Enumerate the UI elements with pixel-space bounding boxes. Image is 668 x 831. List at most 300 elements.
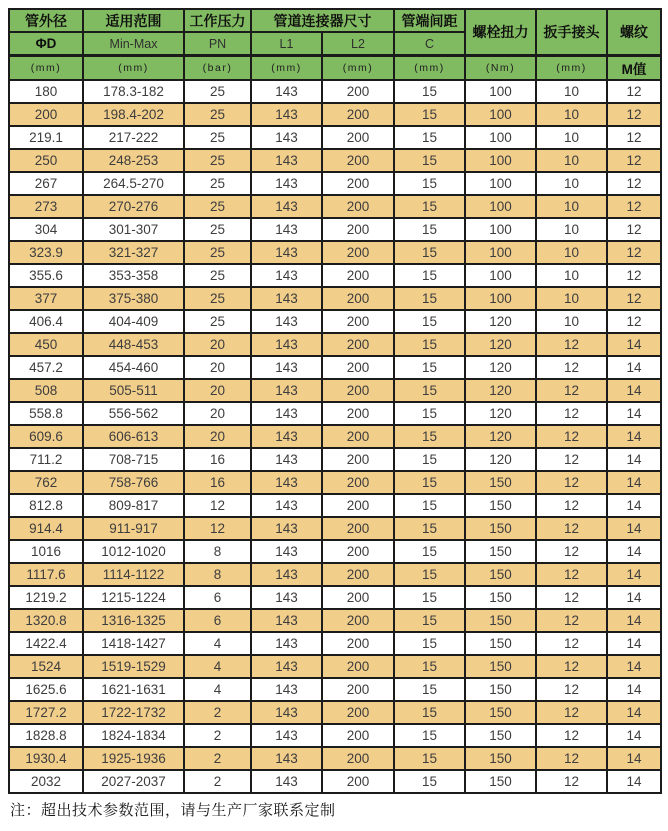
cell: 12: [184, 494, 251, 517]
col-header-connector-size: 管道连接器尺寸: [251, 9, 394, 32]
cell: 200: [322, 494, 394, 517]
table-row: [9, 609, 661, 632]
cell: 454-460: [83, 356, 184, 379]
cell: 200: [322, 149, 394, 172]
cell: 2: [184, 770, 251, 793]
cell: 12: [536, 678, 607, 701]
cell: 14: [607, 655, 661, 678]
cell: 14: [607, 747, 661, 770]
cell: 10: [536, 103, 607, 126]
table-row: [9, 195, 661, 218]
cell: 150: [465, 747, 536, 770]
table-row: [9, 333, 661, 356]
cell: 15: [394, 517, 465, 540]
cell: 1012-1020: [83, 540, 184, 563]
cell: 377: [9, 287, 83, 310]
col-header-pipe-end-gap: 管端间距: [394, 9, 465, 32]
cell: 14: [607, 586, 661, 609]
cell: 15: [394, 632, 465, 655]
cell: 2: [184, 701, 251, 724]
cell: 15: [394, 264, 465, 287]
cell: 14: [607, 770, 661, 793]
table-row: [9, 126, 661, 149]
header-row-titles: [9, 9, 661, 32]
table-header: [9, 9, 661, 80]
cell: 375-380: [83, 287, 184, 310]
cell: 15: [394, 149, 465, 172]
cell: 15: [394, 195, 465, 218]
cell: 914.4: [9, 517, 83, 540]
cell: 15: [394, 218, 465, 241]
cell: 15: [394, 494, 465, 517]
cell: 15: [394, 287, 465, 310]
subheader-min-max: Min-Max: [83, 32, 184, 56]
cell: 25: [184, 264, 251, 287]
cell: 12: [536, 770, 607, 793]
cell: 120: [465, 310, 536, 333]
col-header-bolt-torque: 螺栓扭力: [465, 9, 536, 56]
table-row: [9, 287, 661, 310]
cell: 25: [184, 80, 251, 103]
cell: 143: [251, 747, 322, 770]
cell: 1422.4: [9, 632, 83, 655]
cell: 143: [251, 126, 322, 149]
cell: 143: [251, 356, 322, 379]
table-row: [9, 448, 661, 471]
cell: 4: [184, 678, 251, 701]
cell: 609.6: [9, 425, 83, 448]
cell: 25: [184, 195, 251, 218]
cell: 10: [536, 287, 607, 310]
cell: 15: [394, 80, 465, 103]
cell: 404-409: [83, 310, 184, 333]
cell: 143: [251, 471, 322, 494]
table-row: [9, 264, 661, 287]
cell: 15: [394, 701, 465, 724]
cell: 100: [465, 149, 536, 172]
cell: 14: [607, 632, 661, 655]
cell: 2027-2037: [83, 770, 184, 793]
cell: 6: [184, 609, 251, 632]
cell: 143: [251, 287, 322, 310]
cell: 558.8: [9, 402, 83, 425]
cell: 15: [394, 471, 465, 494]
table-row: [9, 747, 661, 770]
cell: 100: [465, 241, 536, 264]
cell: 10: [536, 80, 607, 103]
cell: 143: [251, 379, 322, 402]
table-row: [9, 356, 661, 379]
cell: 264.5-270: [83, 172, 184, 195]
table-row: [9, 540, 661, 563]
cell: 20: [184, 425, 251, 448]
table-row: [9, 80, 661, 103]
unit-range-mm: (mm): [83, 56, 184, 81]
cell: 15: [394, 724, 465, 747]
table-row: [9, 655, 661, 678]
cell: 200: [322, 517, 394, 540]
table-row: [9, 678, 661, 701]
cell: 1219.2: [9, 586, 83, 609]
subheader-l1: L1: [251, 32, 322, 56]
cell: 15: [394, 126, 465, 149]
cell: 150: [465, 517, 536, 540]
cell: 200: [322, 218, 394, 241]
cell: 100: [465, 287, 536, 310]
cell: 10: [536, 195, 607, 218]
cell: 911-917: [83, 517, 184, 540]
cell: 150: [465, 701, 536, 724]
table-row: [9, 402, 661, 425]
cell: 200: [322, 747, 394, 770]
cell: 406.4: [9, 310, 83, 333]
cell: 14: [607, 379, 661, 402]
cell: 12: [607, 310, 661, 333]
cell: 14: [607, 494, 661, 517]
subheader-pn: PN: [184, 32, 251, 56]
cell: 219.1: [9, 126, 83, 149]
cell: 12: [536, 471, 607, 494]
cell: 200: [322, 264, 394, 287]
cell: 217-222: [83, 126, 184, 149]
cell: 12: [607, 195, 661, 218]
cell: 15: [394, 103, 465, 126]
cell: 2: [184, 724, 251, 747]
cell: 812.8: [9, 494, 83, 517]
cell: 198.4-202: [83, 103, 184, 126]
cell: 20: [184, 379, 251, 402]
cell: 150: [465, 632, 536, 655]
cell: 200: [322, 402, 394, 425]
cell: 143: [251, 218, 322, 241]
cell: 200: [322, 632, 394, 655]
cell: 200: [322, 540, 394, 563]
cell: 15: [394, 586, 465, 609]
cell: 200: [322, 563, 394, 586]
cell: 200: [322, 770, 394, 793]
table-row: [9, 103, 661, 126]
cell: 200: [322, 425, 394, 448]
cell: 15: [394, 540, 465, 563]
cell: 180: [9, 80, 83, 103]
cell: 758-766: [83, 471, 184, 494]
table-row: [9, 494, 661, 517]
cell: 16: [184, 448, 251, 471]
cell: 248-253: [83, 149, 184, 172]
cell: 200: [322, 333, 394, 356]
cell: 143: [251, 310, 322, 333]
table-row: [9, 149, 661, 172]
table-row: [9, 425, 661, 448]
cell: 143: [251, 448, 322, 471]
cell: 1215-1224: [83, 586, 184, 609]
cell: 15: [394, 356, 465, 379]
cell: 12: [607, 103, 661, 126]
cell: 8: [184, 563, 251, 586]
subheader-l2: L2: [322, 32, 394, 56]
cell: 200: [322, 287, 394, 310]
col-header-outer-diameter: 管外径: [9, 9, 83, 32]
cell: 100: [465, 218, 536, 241]
cell: 150: [465, 678, 536, 701]
cell: 150: [465, 609, 536, 632]
cell: 1114-1122: [83, 563, 184, 586]
unit-c-mm: (mm): [394, 56, 465, 81]
cell: 100: [465, 80, 536, 103]
cell: 8: [184, 540, 251, 563]
cell: 12: [536, 494, 607, 517]
table-row: [9, 310, 661, 333]
cell: 10: [536, 149, 607, 172]
cell: 143: [251, 425, 322, 448]
cell: 25: [184, 241, 251, 264]
cell: 14: [607, 609, 661, 632]
col-header-wrench-joint: 扳手接头: [536, 9, 607, 56]
unit-wrench-mm: (mm): [536, 56, 607, 81]
cell: 200: [322, 586, 394, 609]
cell: 200: [9, 103, 83, 126]
cell: 4: [184, 632, 251, 655]
cell: 200: [322, 471, 394, 494]
cell: 200: [322, 80, 394, 103]
table-row: [9, 632, 661, 655]
cell: 200: [322, 172, 394, 195]
cell: 14: [607, 356, 661, 379]
cell: 143: [251, 540, 322, 563]
table-row: [9, 471, 661, 494]
unit-l1-mm: (mm): [251, 56, 322, 81]
cell: 12: [536, 540, 607, 563]
cell: 10: [536, 218, 607, 241]
cell: 14: [607, 701, 661, 724]
cell: 200: [322, 678, 394, 701]
cell: 14: [607, 402, 661, 425]
cell: 1828.8: [9, 724, 83, 747]
cell: 100: [465, 264, 536, 287]
cell: 12: [536, 563, 607, 586]
cell: 100: [465, 126, 536, 149]
cell: 355.6: [9, 264, 83, 287]
cell: 178.3-182: [83, 80, 184, 103]
cell: 12: [607, 218, 661, 241]
cell: 301-307: [83, 218, 184, 241]
cell: 120: [465, 356, 536, 379]
cell: 14: [607, 540, 661, 563]
unit-thread-m-value: M值: [607, 56, 661, 81]
cell: 15: [394, 425, 465, 448]
cell: 12: [536, 425, 607, 448]
cell: 200: [322, 379, 394, 402]
cell: 12: [607, 264, 661, 287]
cell: 12: [536, 586, 607, 609]
cell: 12: [536, 356, 607, 379]
cell: 12: [536, 747, 607, 770]
table-row: [9, 218, 661, 241]
col-header-thread: 螺纹: [607, 9, 661, 56]
cell: 143: [251, 103, 322, 126]
cell: 143: [251, 264, 322, 287]
cell: 250: [9, 149, 83, 172]
cell: 143: [251, 517, 322, 540]
cell: 200: [322, 655, 394, 678]
cell: 120: [465, 333, 536, 356]
cell: 10: [536, 264, 607, 287]
cell: 556-562: [83, 402, 184, 425]
cell: 304: [9, 218, 83, 241]
cell: 12: [536, 609, 607, 632]
cell: 200: [322, 701, 394, 724]
cell: 143: [251, 655, 322, 678]
subheader-phi-d: ΦD: [9, 32, 83, 56]
table-row: [9, 724, 661, 747]
cell: 150: [465, 471, 536, 494]
cell: 14: [607, 333, 661, 356]
cell: 10: [536, 241, 607, 264]
cell: 12: [536, 402, 607, 425]
cell: 1320.8: [9, 609, 83, 632]
cell: 2: [184, 747, 251, 770]
cell: 120: [465, 379, 536, 402]
header-row-units: [9, 56, 661, 81]
cell: 143: [251, 701, 322, 724]
cell: 15: [394, 747, 465, 770]
cell: 1727.2: [9, 701, 83, 724]
cell: 14: [607, 678, 661, 701]
cell: 6: [184, 586, 251, 609]
cell: 143: [251, 609, 322, 632]
cell: 12: [536, 632, 607, 655]
cell: 25: [184, 126, 251, 149]
cell: 150: [465, 494, 536, 517]
cell: 15: [394, 172, 465, 195]
cell: 15: [394, 770, 465, 793]
cell: 12: [607, 241, 661, 264]
cell: 25: [184, 149, 251, 172]
cell: 150: [465, 586, 536, 609]
cell: 200: [322, 448, 394, 471]
cell: 4: [184, 655, 251, 678]
cell: 450: [9, 333, 83, 356]
cell: 143: [251, 402, 322, 425]
cell: 150: [465, 655, 536, 678]
cell: 143: [251, 333, 322, 356]
footnote: 注：超出技术参数范围，请与生产厂家联系定制: [10, 802, 336, 819]
cell: 143: [251, 172, 322, 195]
cell: 143: [251, 563, 322, 586]
cell: 12: [536, 448, 607, 471]
cell: 14: [607, 471, 661, 494]
table-row: [9, 172, 661, 195]
cell: 353-358: [83, 264, 184, 287]
cell: 448-453: [83, 333, 184, 356]
cell: 14: [607, 425, 661, 448]
cell: 12: [536, 701, 607, 724]
cell: 1925-1936: [83, 747, 184, 770]
cell: 143: [251, 494, 322, 517]
cell: 143: [251, 632, 322, 655]
cell: 12: [536, 517, 607, 540]
cell: 1524: [9, 655, 83, 678]
cell: 12: [536, 655, 607, 678]
cell: 1930.4: [9, 747, 83, 770]
table-row: [9, 241, 661, 264]
cell: 15: [394, 563, 465, 586]
cell: 708-715: [83, 448, 184, 471]
cell: 143: [251, 724, 322, 747]
cell: 1722-1732: [83, 701, 184, 724]
cell: 1625.6: [9, 678, 83, 701]
cell: 200: [322, 126, 394, 149]
cell: 143: [251, 770, 322, 793]
cell: 143: [251, 80, 322, 103]
cell: 16: [184, 471, 251, 494]
cell: 10: [536, 126, 607, 149]
cell: 273: [9, 195, 83, 218]
cell: 12: [607, 149, 661, 172]
cell: 12: [607, 287, 661, 310]
cell: 120: [465, 425, 536, 448]
cell: 200: [322, 195, 394, 218]
cell: 12: [536, 379, 607, 402]
cell: 12: [607, 172, 661, 195]
cell: 143: [251, 149, 322, 172]
cell: 809-817: [83, 494, 184, 517]
cell: 15: [394, 402, 465, 425]
cell: 270-276: [83, 195, 184, 218]
cell: 200: [322, 241, 394, 264]
cell: 323.9: [9, 241, 83, 264]
cell: 10: [536, 172, 607, 195]
table-row: [9, 517, 661, 540]
cell: 143: [251, 241, 322, 264]
cell: 200: [322, 103, 394, 126]
cell: 15: [394, 310, 465, 333]
table-row: [9, 563, 661, 586]
cell: 12: [536, 724, 607, 747]
cell: 100: [465, 195, 536, 218]
cell: 711.2: [9, 448, 83, 471]
cell: 2032: [9, 770, 83, 793]
cell: 25: [184, 103, 251, 126]
cell: 150: [465, 724, 536, 747]
cell: 1418-1427: [83, 632, 184, 655]
cell: 20: [184, 402, 251, 425]
cell: 200: [322, 356, 394, 379]
unit-l2-mm: (mm): [322, 56, 394, 81]
cell: 25: [184, 172, 251, 195]
cell: 762: [9, 471, 83, 494]
col-header-working-pressure: 工作压力: [184, 9, 251, 32]
cell: 267: [9, 172, 83, 195]
cell: 15: [394, 678, 465, 701]
cell: 508: [9, 379, 83, 402]
unit-od-mm: (mm): [9, 56, 83, 81]
cell: 150: [465, 540, 536, 563]
cell: 143: [251, 586, 322, 609]
cell: 505-511: [83, 379, 184, 402]
subheader-c: C: [394, 32, 465, 56]
cell: 143: [251, 678, 322, 701]
cell: 200: [322, 609, 394, 632]
cell: 25: [184, 287, 251, 310]
cell: 25: [184, 310, 251, 333]
cell: 457.2: [9, 356, 83, 379]
cell: 14: [607, 563, 661, 586]
cell: 606-613: [83, 425, 184, 448]
table-row: [9, 701, 661, 724]
cell: 143: [251, 195, 322, 218]
cell: 321-327: [83, 241, 184, 264]
